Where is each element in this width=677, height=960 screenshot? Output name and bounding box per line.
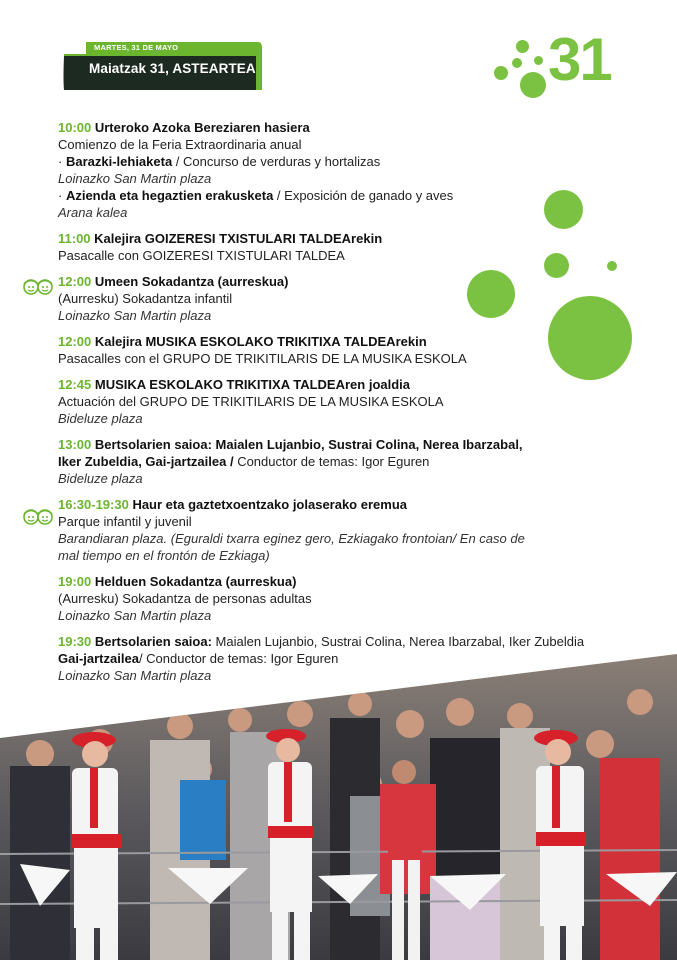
event-text: / Exposición de ganado y aves: [273, 188, 454, 203]
event-text: Gai-jartzailea: [58, 651, 139, 666]
day-number: 31: [548, 26, 611, 93]
event-location: Bideluze plaza: [58, 471, 143, 486]
event-line: [58, 393, 618, 410]
event-line: [58, 136, 618, 153]
event-text: Pasacalle con GOIZERESI TXISTULARI TALDEA: [58, 248, 345, 263]
event-location: Arana kalea: [58, 205, 128, 220]
event-line: [58, 530, 618, 547]
event-time: 11:00: [58, 231, 91, 246]
event-entry: [58, 573, 618, 624]
event-entry: [58, 230, 618, 264]
event-text: Bertsolarien saioa: Maialen Lujanbio, Sustrai Colina, Nerea Ibarzabal,: [91, 437, 523, 452]
event-time: 16:30-19:30: [58, 497, 129, 512]
event-line: [58, 247, 618, 264]
dancers-photo: [0, 654, 677, 960]
dot-decoration: [494, 66, 508, 80]
event-entry: [58, 333, 618, 367]
event-text: Haur eta gaztetxoentzako jolaserako eremua: [128, 497, 407, 512]
event-schedule: [58, 119, 618, 693]
event-text: Parque infantil y juvenil: [58, 514, 192, 529]
event-text: ·: [58, 188, 66, 203]
event-text: Actuación del GRUPO DE TRIKITILARIS DE LA MUSIKA ESKOLA: [58, 394, 444, 409]
event-line: [58, 410, 618, 427]
event-text: ·: [58, 154, 66, 169]
event-text: Kalejira GOIZERESI TXISTULARI TALDEArekin: [90, 231, 383, 246]
event-line: [58, 436, 618, 453]
event-location: Barandiaran plaza. (Eguraldi txarra eginez gero, Ezkiagako frontoian/ En caso de: [58, 531, 525, 546]
event-time: 10:00: [58, 120, 92, 135]
event-line: [58, 307, 618, 324]
event-entry: [58, 273, 618, 324]
event-line: [58, 204, 618, 221]
event-entry: [58, 119, 618, 221]
event-line: [58, 230, 618, 247]
event-text: Bertsolarien saioa:: [91, 634, 212, 649]
event-time: 19:00: [58, 574, 92, 589]
event-text: Kalejira MUSIKA ESKOLAKO TRIKITIXA TALDEArekin: [91, 334, 427, 349]
event-entry: [58, 376, 618, 427]
event-line: [58, 333, 618, 350]
event-text: Azienda eta hegaztien erakusketa: [65, 188, 274, 203]
dot-decoration: [534, 56, 543, 65]
day-number-badge: [492, 26, 622, 106]
dot-decoration: [520, 72, 546, 98]
event-line: [58, 547, 618, 564]
event-line: [58, 496, 618, 513]
event-time: 12:00: [58, 274, 92, 289]
page-title: Maiatzak 31, ASTEARTEA: [89, 61, 256, 76]
dot-decoration: [516, 40, 529, 53]
event-entry: [58, 436, 618, 487]
event-line: [58, 170, 618, 187]
date-header: [62, 40, 274, 92]
event-text: Conductor de temas: Igor Eguren: [237, 454, 430, 469]
event-time: 13:00: [58, 437, 92, 452]
event-location: mal tiempo en el frontón de Ezkiaga): [58, 548, 270, 563]
event-text: Umeen Sokadantza (aurreskua): [91, 274, 289, 289]
event-text: Comienzo de la Feria Extraordinaria anual: [58, 137, 302, 152]
event-line: [58, 376, 618, 393]
children-icon: [21, 508, 55, 526]
event-line: [58, 273, 618, 290]
event-line: [58, 350, 618, 367]
event-text: (Aurresku) Sokadantza de personas adultas: [58, 591, 312, 606]
event-text: Helduen Sokadantza (aurreskua): [91, 574, 297, 589]
event-line: [58, 590, 618, 607]
event-line: [58, 290, 618, 307]
event-text: / Concurso de verduras y hortalizas: [172, 154, 381, 169]
event-text: Iker Zubeldia, Gai-jartzailea /: [58, 454, 238, 469]
event-location: Loinazko San Martin plaza: [58, 171, 212, 186]
event-location: Loinazko San Martin plaza: [58, 308, 212, 323]
event-line: [58, 187, 618, 204]
date-small-label: MARTES, 31 DE MAYO: [94, 43, 179, 52]
event-text: (Aurresku) Sokadantza infantil: [58, 291, 233, 306]
event-text: / Conductor de temas: Igor Eguren: [138, 651, 339, 666]
event-text: Pasacalles con el GRUPO DE TRIKITILARIS DE LA MUSIKA ESKOLA: [58, 351, 467, 366]
event-line: [58, 153, 618, 170]
event-text: Maialen Lujanbio, Sustrai Colina, Nerea Ibarzabal, Iker Zubeldia: [211, 634, 585, 649]
event-text: MUSIKA ESKOLAKO TRIKITIXA TALDEAren joaldia: [91, 377, 411, 392]
event-location: Loinazko San Martin plaza: [58, 608, 212, 623]
event-line: [58, 470, 618, 487]
event-line: [58, 607, 618, 624]
event-text: Barazki-lehiaketa: [65, 154, 173, 169]
event-line: [58, 573, 618, 590]
children-icon: [21, 278, 55, 296]
event-entry: [58, 496, 618, 564]
dot-decoration: [512, 58, 522, 68]
event-text: Urteroko Azoka Bereziaren hasiera: [91, 120, 310, 135]
event-line: [58, 513, 618, 530]
event-time: 12:00: [58, 334, 92, 349]
event-time: 19:30: [58, 634, 92, 649]
event-line: [58, 119, 618, 136]
event-location: Loinazko San Martin plaza: [58, 668, 212, 683]
event-time: 12:45: [58, 377, 92, 392]
event-location: Bideluze plaza: [58, 411, 143, 426]
event-line: [58, 453, 618, 470]
event-line: [58, 633, 618, 650]
